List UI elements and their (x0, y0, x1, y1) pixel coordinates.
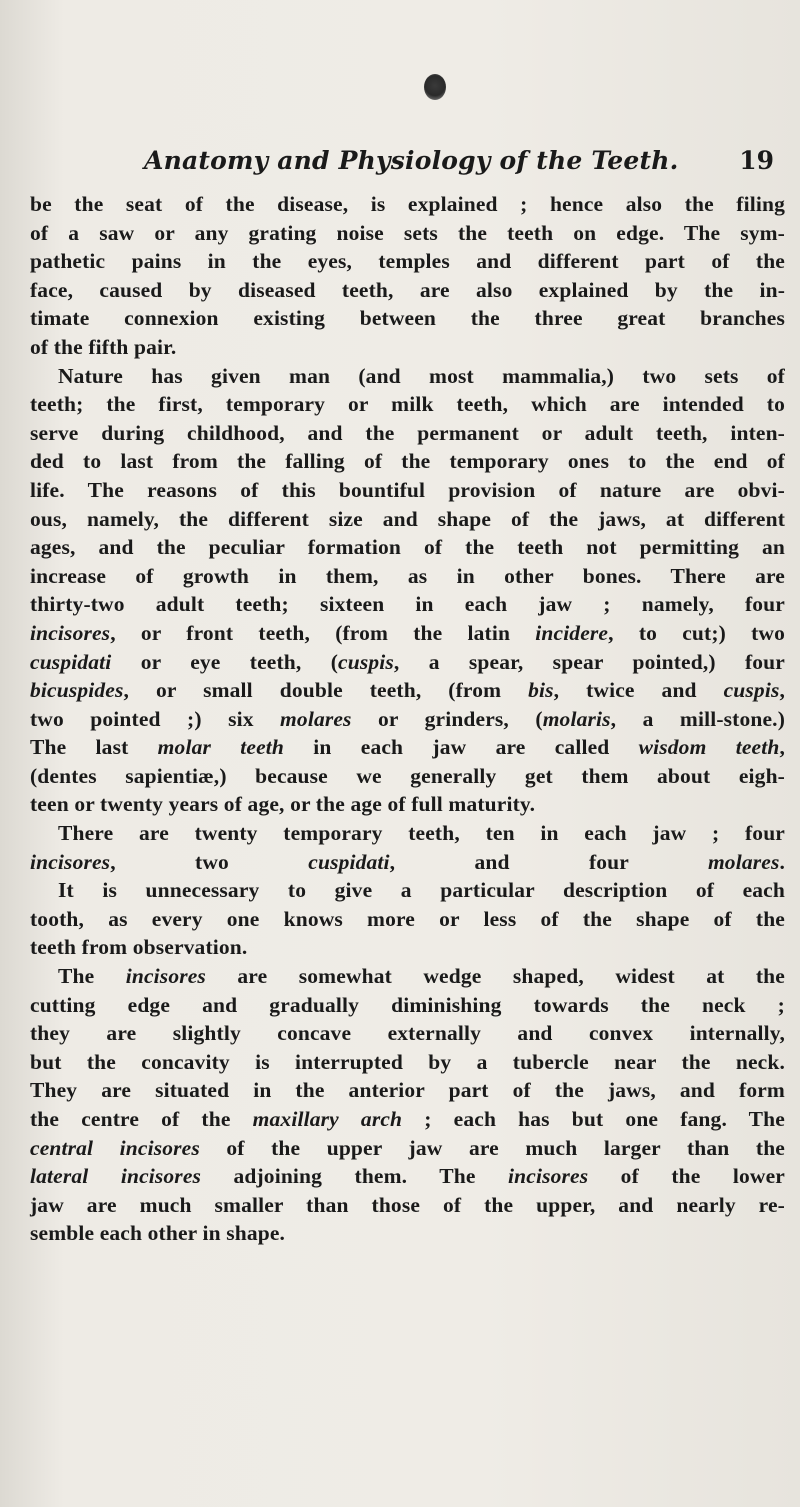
text-run: the centre of the (30, 1107, 253, 1131)
text-line (30, 1105, 785, 1134)
text-line (30, 705, 785, 734)
ink-blot-mark (424, 74, 446, 100)
text-run: but the concavity is interrupted by a tubercle near the neck. (30, 1049, 785, 1074)
text-run: face, caused by diseased teeth, are also explained by the in- (30, 277, 785, 302)
text-run: cutting edge and gradually diminishing towards the neck ; (30, 992, 785, 1017)
text-run: teen or twenty years of age, or the age of full maturity. (30, 792, 536, 817)
italic-term: incisores (508, 1164, 589, 1189)
italic-term: bicuspides (30, 678, 124, 703)
text-line (30, 505, 785, 534)
text-run: semble each other in shape. (30, 1221, 286, 1246)
text-run: are somewhat wedge shaped, widest at the (205, 964, 785, 989)
text-line (30, 190, 785, 219)
text-run: life. The reasons of this bountiful provision of nature are obvi- (30, 477, 785, 502)
italic-term: molar teeth (157, 735, 284, 760)
text-run: ; each has but one fang. The (402, 1107, 785, 1131)
text-line (30, 733, 785, 762)
text-line (30, 876, 785, 905)
italic-term: bis (528, 678, 554, 703)
text-line (30, 1048, 785, 1077)
text-line (30, 762, 785, 791)
text-run: Nature has given man (and most mammalia,) two sets of (58, 363, 785, 388)
text-line (30, 304, 785, 333)
text-line (30, 219, 785, 248)
text-run: be the seat of the disease, is explained ; hence also the filing (30, 192, 785, 216)
text-run: , two (110, 849, 309, 874)
italic-term: cuspidati (308, 849, 390, 874)
text-line (30, 590, 785, 619)
text-line (30, 247, 785, 276)
text-run: (dentes sapientiæ,) because we generally get them about eigh- (30, 763, 785, 788)
text-run: teeth; the first, temporary or milk teeth, which are intended to (30, 392, 785, 417)
text-run: , a spear, spear pointed,) four (393, 649, 785, 674)
text-run: It is unnecessary to give a particular description of each (58, 878, 785, 903)
text-run: They are situated in the anterior part of the jaws, and form (30, 1078, 785, 1103)
text-line (30, 1134, 785, 1163)
italic-term: incidere (535, 620, 609, 645)
text-line (30, 1076, 785, 1105)
text-run: The last (30, 735, 158, 760)
text-run: of a saw or any grating noise sets the teeth on edge. The sym- (30, 220, 785, 245)
text-run: two pointed ;) six (30, 706, 281, 731)
text-run: jaw are much smaller than those of the upper, and nearly re- (30, 1192, 785, 1217)
text-line (30, 790, 785, 819)
body-text (30, 190, 785, 1248)
text-run: or eye teeth, ( (111, 649, 339, 674)
text-run: tooth, as every one knows more or less of the shape of the (30, 906, 785, 931)
text-line (30, 1191, 785, 1220)
italic-term: wisdom teeth (638, 735, 780, 760)
text-run: , (779, 735, 785, 760)
text-line (30, 991, 785, 1020)
text-run: The (58, 964, 126, 989)
text-run: or grinders, ( (351, 706, 543, 731)
text-run: , (779, 678, 785, 703)
text-run: , twice and (553, 678, 724, 703)
text-line (30, 276, 785, 305)
text-run: ded to last from the falling of the temporary ones to the end of (30, 449, 785, 474)
text-run: . (779, 849, 785, 874)
text-run: serve during childhood, and the permanent or adult teeth, inten- (30, 420, 785, 445)
italic-term: incisores (30, 620, 111, 645)
text-run: they are slightly concave externally and convex internally, (30, 1021, 785, 1046)
text-run: timate connexion existing between the three great branches (30, 306, 785, 331)
italic-term: molaris (542, 706, 611, 731)
text-line (30, 476, 785, 505)
text-run: pathetic pains in the eyes, temples and different part of the (30, 249, 785, 274)
italic-term: maxillary arch (252, 1107, 403, 1131)
text-line (30, 1019, 785, 1048)
text-run: , to cut;) two (608, 620, 785, 645)
text-run: , or small double teeth, (from (123, 678, 529, 703)
text-run: , a mill-stone.) (610, 706, 786, 731)
italic-term: incisores (30, 849, 111, 874)
text-line (30, 619, 785, 648)
text-run: , and four (389, 849, 708, 874)
running-title: Anatomy and Physiology of the Teeth. (144, 146, 679, 175)
running-head (144, 146, 774, 186)
text-line (30, 333, 785, 362)
text-line (30, 562, 785, 591)
text-run: in each jaw are called (284, 735, 639, 760)
text-line (30, 933, 785, 962)
text-line (30, 648, 785, 677)
italic-term: cuspis (723, 678, 780, 703)
text-run: of the lower (588, 1164, 785, 1189)
text-line (30, 962, 785, 991)
text-run: increase of growth in them, as in other bones. There are (30, 563, 785, 588)
text-run: of the fifth pair. (30, 334, 177, 359)
text-run: thirty-two adult teeth; sixteen in each jaw ; namely, four (30, 592, 785, 617)
text-run: ages, and the peculiar formation of the teeth not permitting an (30, 535, 785, 560)
page-number: 19 (739, 146, 774, 175)
text-line (30, 676, 785, 705)
text-line (30, 1162, 785, 1191)
text-line (30, 447, 785, 476)
italic-term: incisores (125, 964, 206, 989)
text-line (30, 1219, 785, 1248)
italic-term: central incisores (30, 1135, 200, 1160)
italic-term: molares (707, 849, 780, 874)
text-line (30, 419, 785, 448)
text-line (30, 819, 785, 848)
text-run: ous, namely, the different size and shape of the jaws, at different (30, 506, 785, 531)
text-run: adjoining them. The (201, 1164, 509, 1189)
text-run: , or front teeth, (from the latin (110, 620, 536, 645)
italic-term: molares (280, 706, 352, 731)
italic-term: cuspis (338, 649, 394, 674)
text-run: of the upper jaw are much larger than the (199, 1135, 785, 1160)
text-run: teeth from observation. (30, 935, 248, 960)
text-line (30, 362, 785, 391)
text-line (30, 533, 785, 562)
text-line (30, 905, 785, 934)
italic-term: lateral incisores (30, 1164, 202, 1189)
text-run: There are twenty temporary teeth, ten in each jaw ; four (58, 821, 785, 846)
italic-term: cuspidati (30, 649, 112, 674)
text-line (30, 390, 785, 419)
text-line (30, 848, 785, 877)
